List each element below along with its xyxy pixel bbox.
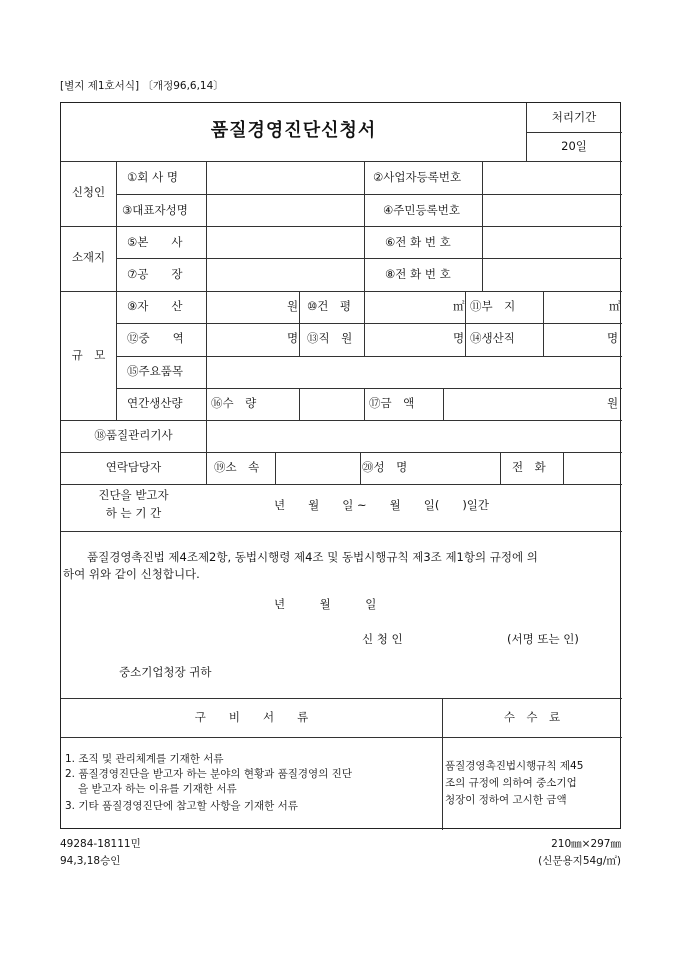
document-item-3: 3. 기타 품질경영진단에 참고할 사항을 기재한 서류 (65, 800, 298, 812)
fee-line2: 조의 규정에 의하여 중소기업 (445, 777, 577, 789)
processing-period-value: 20일 (561, 139, 587, 153)
fee-header: 수 수 료 (503, 710, 561, 724)
footer-size: 210㎜×297㎜ (551, 838, 621, 850)
production-workers-label: ⑭생산직 (470, 331, 515, 345)
footer-code: 49284-18111민 (60, 838, 141, 850)
factory-label: ⑦공 장 (127, 267, 183, 281)
person-unit-2: 명 (453, 331, 465, 345)
document-item-1: 1. 조직 및 관리체계를 기재한 서류 (65, 753, 224, 765)
staff-label: ⑬직 원 (307, 331, 353, 345)
quantity-label: ⑯수 량 (211, 396, 257, 410)
location-group-label: 소재지 (71, 250, 106, 264)
contact-phone-label: 전 화 (512, 460, 546, 474)
assets-label: ⑨자 산 (127, 299, 183, 313)
period-label-line2: 하 는 기 간 (105, 506, 162, 520)
period-value: 년 월 일 ~ 월 일( )일간 (274, 498, 490, 512)
head-office-label: ⑤본 사 (127, 235, 183, 249)
amount-unit: 원 (607, 396, 619, 410)
amount-label: ⑰금 액 (369, 396, 415, 410)
documents-header: 구 비 서 류 (194, 710, 309, 724)
area-unit-1: ㎡ (453, 299, 465, 313)
contact-department-label: ⑲소 속 (214, 460, 260, 474)
document-item-2-line2: 을 받고자 하는 이유를 기재한 서류 (78, 783, 237, 795)
scale-group-label: 규 모 (71, 348, 106, 362)
resident-reg-no-label: ④주민등록번호 (383, 203, 460, 217)
executives-label: ⑫중 역 (127, 331, 184, 345)
fee-line1: 품질경영촉진법시행규칙 제45 (445, 760, 584, 772)
form-title: 품질경영진단신청서 (210, 120, 377, 141)
declaration-line2: 하여 위와 같이 신청합니다. (63, 567, 200, 581)
declaration-signature: (서명 또는 인) (507, 632, 579, 646)
contact-name-label: ⑳성 명 (362, 460, 408, 474)
processing-period-label: 처리기간 (551, 110, 597, 124)
phone1-label: ⑥전 화 번 호 (385, 235, 451, 249)
addressee: 중소기업청장 귀하 (119, 665, 212, 679)
form-number: [별지 제1호서식] 〔개정96,6,14〕 (60, 80, 224, 92)
main-products-label: ⑮주요품목 (127, 364, 183, 378)
contact-label: 연락담당자 (105, 460, 162, 474)
declaration-applicant: 신 청 인 (362, 632, 403, 646)
company-name-label: ①회 사 명 (127, 170, 178, 184)
person-unit-3: 명 (607, 331, 619, 345)
person-unit-1: 명 (287, 331, 299, 345)
representative-label: ③대표자성명 (122, 203, 188, 217)
declaration-line1: 품질경영촉진법 제4조제2항, 동법시행령 제4조 및 동법시행규칙 제3조 제1항의 규정에 의 (87, 550, 538, 564)
assets-unit: 원 (287, 299, 299, 313)
declaration-date: 년 월 일 (274, 597, 377, 611)
quality-engineer-label: ⑱품질관리기사 (94, 428, 173, 442)
fee-line3: 청장이 정하여 고시한 금액 (445, 794, 567, 806)
footer-approval: 94,3,18승인 (60, 855, 121, 867)
site-area-label: ⑪부 지 (470, 299, 516, 313)
application-form (60, 102, 621, 829)
period-label-line1: 진단을 받고자 (98, 488, 169, 502)
annual-production-label: 연간생산량 (127, 396, 183, 410)
phone2-label: ⑧전 화 번 호 (385, 267, 451, 281)
applicant-group-label: 신청인 (71, 185, 106, 199)
document-item-2-line1: 2. 품질경영진단을 받고자 하는 분야의 현황과 품질경영의 진단 (65, 768, 352, 780)
building-area-label: ⑩건 평 (307, 299, 352, 313)
footer-paper: (신문용지54g/㎡) (538, 855, 621, 867)
area-unit-2: ㎡ (609, 299, 621, 313)
business-reg-no-label: ②사업자등록번호 (373, 170, 462, 184)
